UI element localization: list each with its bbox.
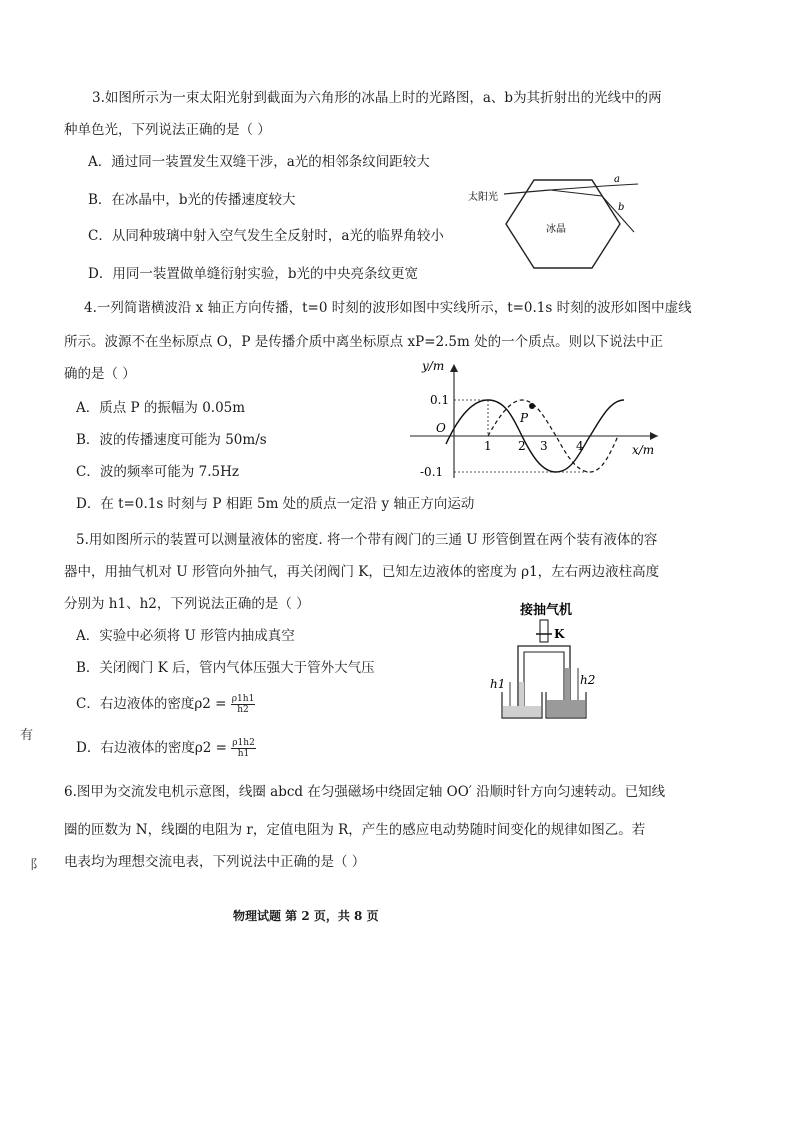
h2-label: h2 (580, 673, 596, 687)
refracted-ray-a (550, 186, 604, 190)
ray-b-label: b (618, 202, 625, 213)
valve-label: K (554, 627, 565, 641)
page-footer: 物理试题 第 2 页，共 8 页 (233, 909, 379, 923)
q5-option-d-text: D．右边液体的密度ρ2 = (76, 740, 227, 756)
pump-label: 接抽气机 (520, 603, 573, 618)
right-liquid-column (565, 668, 570, 700)
q3-option-b: B．在冰晶中，b光的传播速度较大 (88, 192, 296, 208)
q6-stem-line2: 圈的匝数为 N，线圈的电阻为 r，定值电阻为 R，产生的感应电动势随时间变化的规律如图乙。若 (64, 822, 646, 838)
q5-option-b: B．关闭阀门 K 后，管内气体压强大于管外大气压 (76, 660, 375, 676)
exit-ray-a (604, 184, 638, 186)
h1-label: h1 (490, 677, 506, 691)
q3-stem-line1: 3.如图所示为一束太阳光射到截面为六角形的冰晶上时的光路图，a、b为其折射出的光线中的两 (92, 90, 662, 106)
q4-option-d: D．在 t=0.1s 时刻与 P 相距 5m 处的质点一定沿 y 轴正方向运动 (76, 496, 475, 512)
q5-stem-line2: 器中，用抽气机对 U 形管向外抽气，再关闭阀门 K，已知左边液体的密度为 ρ1，左右两边液柱高度 (64, 564, 660, 580)
ray-a-label: a (614, 174, 620, 185)
left-liquid-column (519, 682, 524, 706)
q5-option-c (76, 694, 255, 715)
fraction-denominator: h2 (237, 705, 249, 715)
x-axis-label: x/m (632, 443, 655, 457)
q3-option-c: C．从同种玻璃中射入空气发生全反射时，a光的临界角较小 (88, 228, 444, 244)
refracted-ray-b (550, 190, 602, 196)
q4-option-b: B．波的传播速度可能为 50m/s (76, 432, 267, 448)
y-axis-arrow (450, 364, 458, 372)
u-tube-figure (484, 600, 604, 724)
y-tick-bottom: -0.1 (420, 465, 444, 479)
crystal-label: 冰晶 (546, 224, 566, 235)
q4-stem-line2: 所示。波源不在坐标原点 O，P 是传播介质中离坐标原点 xP=2.5m 处的一个质点。则以下说法中正 (64, 334, 664, 350)
q3-option-a: A．通过同一装置发生双缝干涉，a光的相邻条纹间距较大 (88, 154, 430, 170)
q5-option-a: A．实验中必须将 U 形管内抽成真空 (76, 628, 295, 644)
q6-stem-line1: 6.图甲为交流发电机示意图，线圈 abcd 在匀强磁场中绕固定轴 OO′ 沿顺时针方向匀速转动。已知线 (64, 784, 666, 800)
x-tick-2: 2 (518, 439, 526, 453)
q5-option-c-fraction (231, 694, 256, 715)
q3-option-d: D．用同一装置做单缝衍射实验，b光的中央亮条纹更宽 (88, 266, 418, 282)
wave-figure (406, 360, 662, 482)
ice-crystal-figure (462, 160, 658, 270)
q3-stem-line2: 种单色光，下列说法正确的是（ ） (64, 122, 271, 138)
pump-outlet-pipe (540, 620, 548, 642)
q4-option-c: C．波的频率可能为 7.5Hz (76, 464, 239, 480)
x-tick-1: 1 (484, 439, 492, 453)
left-liquid (503, 706, 541, 717)
right-liquid (547, 700, 585, 717)
x-tick-3: 3 (540, 439, 548, 453)
point-p-label: P (520, 411, 529, 425)
q6-stem-line3: 电表均为理想交流电表，下列说法中正确的是（ ） (64, 854, 366, 870)
q5-option-d-fraction (231, 738, 256, 759)
point-p-marker (529, 403, 535, 409)
margin-mark-2: 阝 (30, 858, 44, 873)
q5-option-d (76, 738, 256, 759)
q5-stem-line3: 分别为 h1、h2，下列说法正确的是（ ） (64, 596, 310, 612)
sun-label: 太阳光 (468, 192, 498, 203)
margin-mark-1: 有 (20, 728, 34, 743)
fraction-numerator: ρ1h1 (231, 694, 255, 704)
q4-stem-line3: 确的是（ ） (64, 366, 136, 382)
y-axis-label: y/m (422, 360, 445, 373)
q5-stem-line1: 5.用如图所示的装置可以测量液体的密度. 将一个带有阀门的三通 U 形管倒置在两个装有液体的容 (76, 532, 658, 548)
q4-option-a: A．质点 P 的振幅为 0.05m (76, 400, 246, 416)
origin-label: O (436, 421, 446, 435)
x-axis-arrow (650, 432, 658, 440)
q5-option-c-text: C．右边液体的密度ρ2 = (76, 696, 227, 712)
q4-stem-line1: 4.一列简谐横波沿 x 轴正方向传播，t=0 时刻的波形如图中实线所示，t=0.1s 时刻的波形如图中虚线 (84, 300, 692, 316)
fraction-numerator: ρ1h2 (232, 738, 255, 748)
fraction-denominator: h1 (237, 749, 250, 759)
y-tick-top: 0.1 (430, 393, 450, 407)
x-tick-4: 4 (576, 439, 584, 453)
